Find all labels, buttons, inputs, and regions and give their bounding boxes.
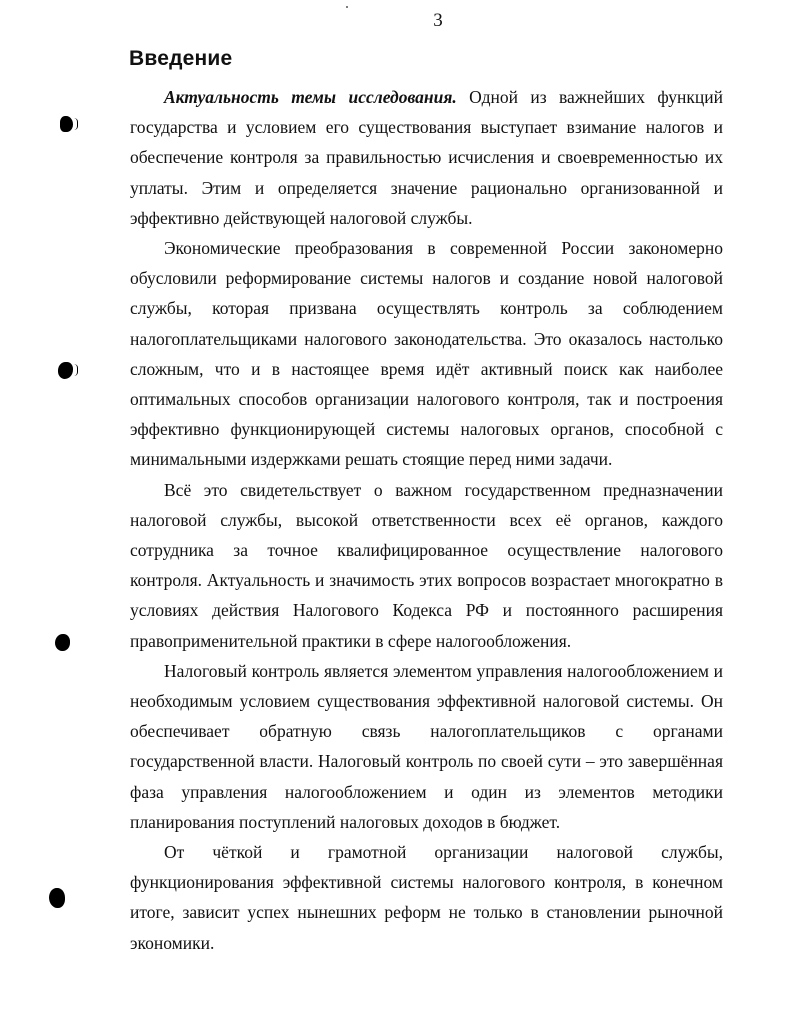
scan-speck [346, 6, 348, 8]
paragraph-4: Налоговый контроль является элементом управления налогообложением и необходимым условием существования эффективной налоговой системы. Он обеспечивает обратную связь налогоплательщиков с органами государственной власти. Налоговый контроль по своей сути – это завершённая фаза управления налогообложением и один из элементов методики планирования поступлений налоговых доходов в бюджет. [130, 660, 723, 832]
paragraph-1 [130, 82, 723, 233]
paragraph-5: От чёткой и грамотной организации налоговой службы, функционирования эффективной системы налогового контроля, в конечном итоге, зависит успех нынешних реформ не только в становлении рыночной экономики. [130, 842, 723, 953]
punch-hole-mark-2 [74, 364, 78, 376]
punch-hole-4 [49, 888, 65, 908]
paragraph-lead: Актуальность темы исследования. [164, 87, 457, 107]
body-text [130, 82, 723, 958]
punch-hole-2 [58, 362, 73, 379]
page-number: 3 [433, 10, 443, 31]
punch-hole-1 [60, 116, 73, 132]
paragraph-2: Экономические преобразования в современной России закономерно обусловили реформирование системы налогов и создание новой налоговой службы, которая призвана осуществлять контроль за соблюдением налогоплательщиками налогового законодательства. Это оказалось настолько сложным, что и в настоящее время идёт активный поиск как наиболее оптимальных способов организации налогового контроля, так и построения эффективно функционирующей системы налоговых органов, способной с минимальными издержками решать стоящие перед ними задачи. [130, 238, 723, 470]
section-heading: Введение [129, 47, 233, 70]
paragraph-3: Всё это свидетельствует о важном государственном предназначении налоговой службы, высокой ответственности всех её органов, каждого сотрудника за точное квалифицированное осуществление налогового контроля. Актуальность и значимость этих вопросов возрастает многократно в условиях действия Налогового Кодекса РФ и постоянного расширения правоприменительной практики в сфере налогообложения. [130, 479, 723, 651]
paragraph-text: Одной из важнейших функций государства и условием его существования выступает взимание налогов и обеспечение контроля за правильностью исчисления и своевременностью их уплаты. Этим и определяется значение рационально организованной и эффективно действующей налоговой службы. [130, 87, 724, 228]
punch-hole-3 [55, 634, 70, 651]
punch-hole-mark-1 [74, 118, 78, 130]
